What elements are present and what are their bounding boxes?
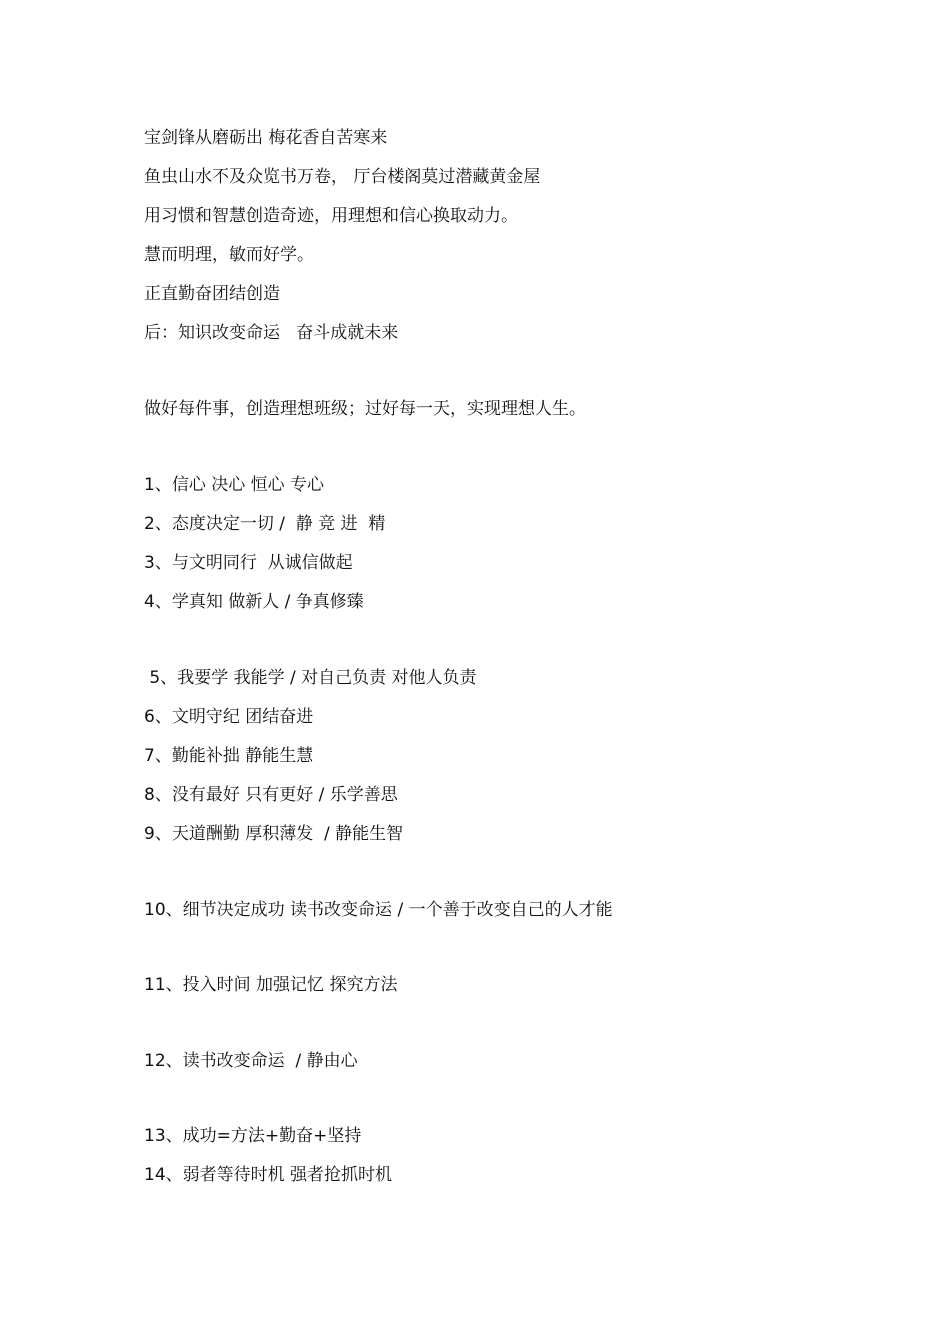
text-line: 慧而明理，敏而好学。 (144, 245, 314, 265)
list-item: 11、投入时间 加强记忆 探究方法 (144, 975, 398, 995)
list-item: 12、读书改变命运 / 静由心 (144, 1051, 358, 1071)
text-line: 宝剑锋从磨砺出 梅花香自苦寒来 (144, 128, 388, 148)
list-item: 14、弱者等待时机 强者抢抓时机 (144, 1165, 393, 1185)
list-item: 7、勤能补拙 静能生慧 (144, 746, 314, 766)
list-item: 8、没有最好 只有更好 / 乐学善思 (144, 785, 398, 805)
text-line: 做好每件事，创造理想班级；过好每一天，实现理想人生。 (144, 399, 586, 419)
list-item: 9、天道酬勤 厚积薄发 / 静能生智 (144, 824, 404, 844)
list-item: 6、文明守纪 团结奋进 (144, 707, 314, 727)
text-line: 正直勤奋团结创造 (144, 284, 280, 304)
list-item: 2、态度决定一切 / 静 竞 进 精 (144, 514, 386, 534)
list-item: 1、信心 决心 恒心 专心 (144, 475, 325, 495)
text-line: 用习惯和智慧创造奇迹，用理想和信心换取动力。 (144, 206, 518, 226)
list-item: 3、与文明同行 从诚信做起 (144, 553, 353, 573)
list-item: 13、成功=方法+勤奋+坚持 (144, 1126, 362, 1146)
list-item: 10、细节决定成功 读书改变命运 / 一个善于改变自己的人才能 (144, 900, 613, 920)
text-line: 鱼虫山水不及众览书万卷， 厅台楼阁莫过潜藏黄金屋 (144, 167, 541, 187)
text-line: 后：知识改变命运 奋斗成就未来 (144, 323, 399, 343)
list-item: 5、我要学 我能学 / 对自己负责 对他人负责 (144, 668, 477, 688)
list-item: 4、学真知 做新人 / 争真修臻 (144, 592, 364, 612)
